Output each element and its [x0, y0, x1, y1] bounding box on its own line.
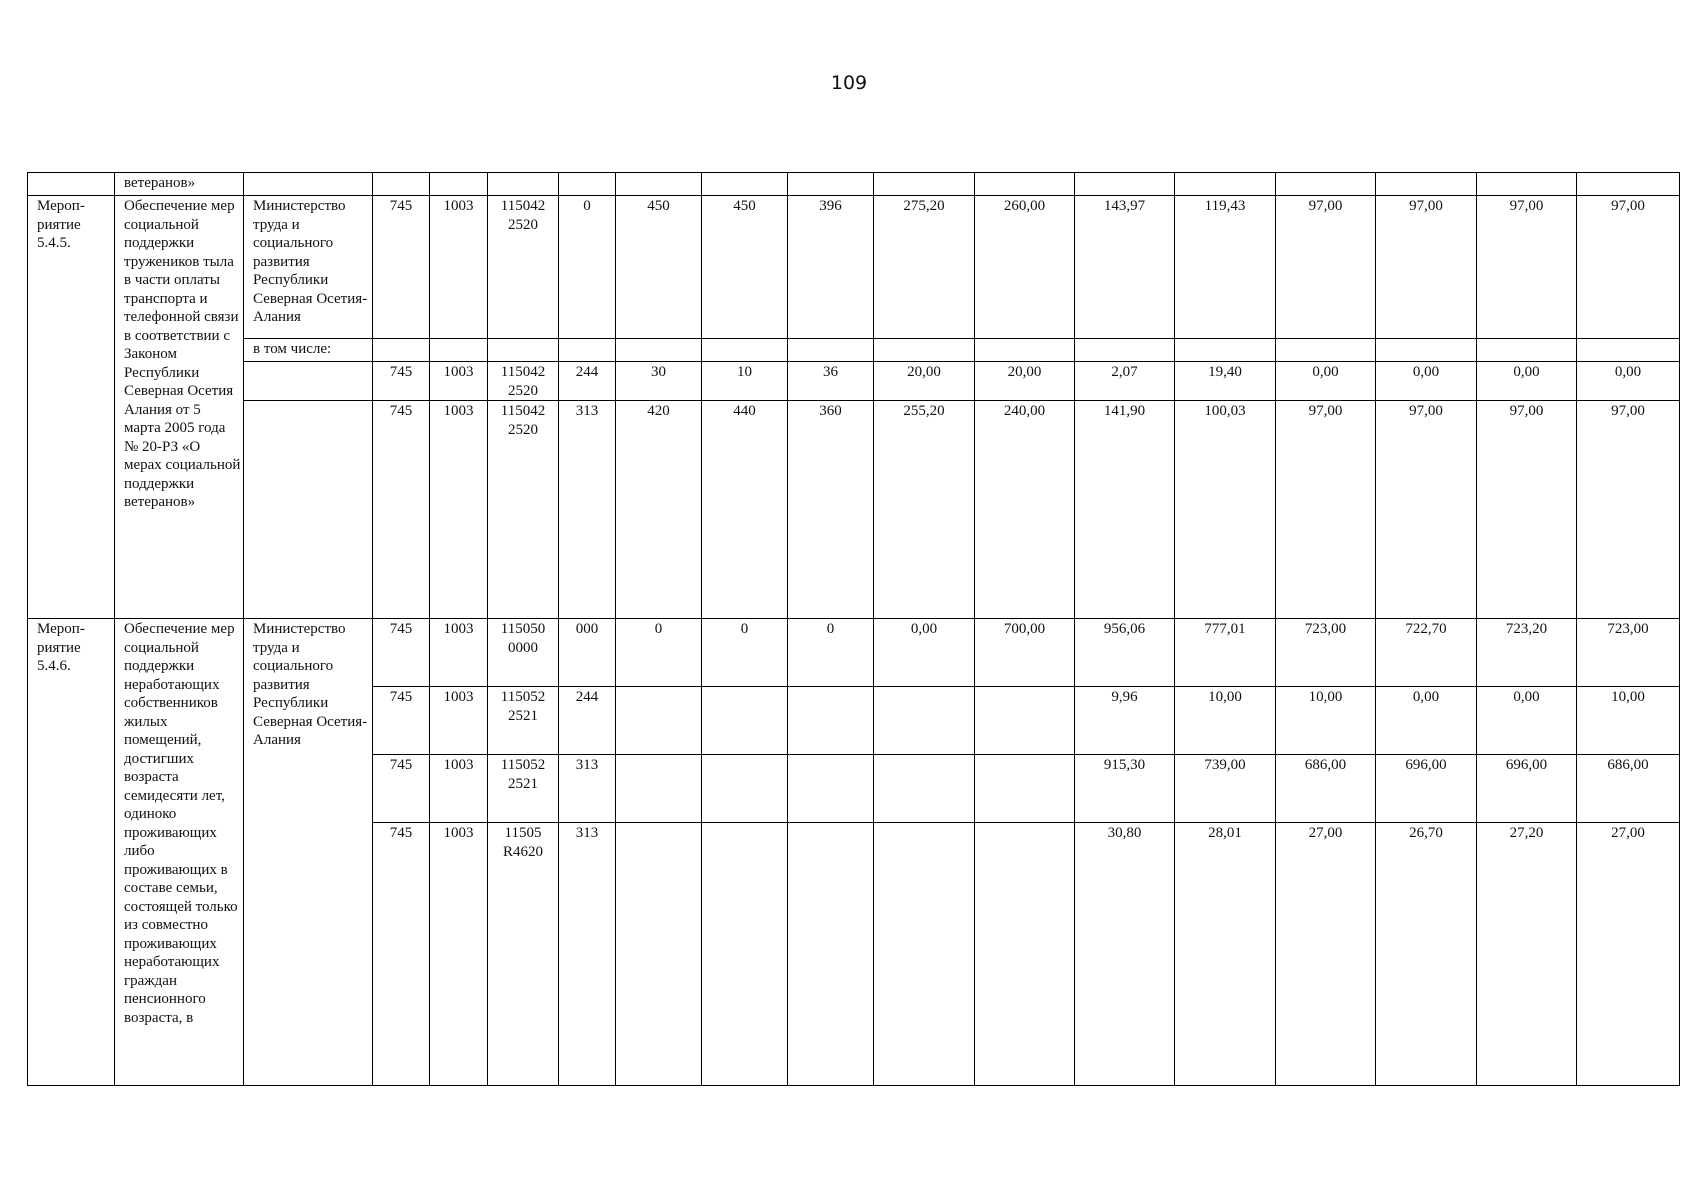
value-cell: 97,00 — [1376, 196, 1477, 339]
value-cell: 420 — [616, 401, 702, 619]
csr-cell: 115042 2520 — [488, 362, 559, 401]
grbs-cell: 745 — [373, 196, 430, 339]
table-cell — [1577, 339, 1680, 362]
value-cell: 739,00 — [1175, 755, 1276, 823]
value-cell: 0,00 — [1276, 362, 1376, 401]
value-cell: 723,00 — [1577, 619, 1680, 687]
table-cell — [788, 339, 874, 362]
value-cell: 27,20 — [1477, 823, 1577, 1086]
rzpr-cell: 1003 — [430, 362, 488, 401]
rzpr-cell: 1003 — [430, 619, 488, 687]
table-row — [28, 619, 1680, 687]
value-cell — [788, 755, 874, 823]
value-cell: 36 — [788, 362, 874, 401]
value-cell: 19,40 — [1175, 362, 1276, 401]
value-cell: 97,00 — [1276, 401, 1376, 619]
csr-cell: 115052 2521 — [488, 755, 559, 823]
rzpr-cell: 1003 — [430, 823, 488, 1086]
value-cell — [975, 755, 1075, 823]
vr-cell: 0 — [559, 196, 616, 339]
value-cell: 722,70 — [1376, 619, 1477, 687]
value-cell — [702, 755, 788, 823]
value-cell: 100,03 — [1175, 401, 1276, 619]
executor-cell: Министерство труда и социального развития Республики Северная Осетия-Алания — [244, 196, 373, 339]
value-cell — [616, 755, 702, 823]
activity-label-cell — [28, 173, 115, 196]
value-cell: 0,00 — [1577, 362, 1680, 401]
table-cell — [616, 339, 702, 362]
value-cell: 10 — [702, 362, 788, 401]
value-cell: 0,00 — [1376, 362, 1477, 401]
table-cell — [1276, 339, 1376, 362]
csr-cell: 115050 0000 — [488, 619, 559, 687]
value-cell: 141,90 — [1075, 401, 1175, 619]
table-cell — [1175, 173, 1276, 196]
table-cell — [616, 173, 702, 196]
value-cell: 777,01 — [1175, 619, 1276, 687]
table-cell — [1376, 339, 1477, 362]
value-cell: 28,01 — [1175, 823, 1276, 1086]
table-cell — [1276, 173, 1376, 196]
table-cell — [559, 339, 616, 362]
table-cell — [1376, 173, 1477, 196]
vr-cell: 313 — [559, 401, 616, 619]
value-cell: 723,20 — [1477, 619, 1577, 687]
table-cell — [874, 173, 975, 196]
grbs-cell: 745 — [373, 401, 430, 619]
csr-cell: 11505 R4620 — [488, 823, 559, 1086]
value-cell: 30,80 — [1075, 823, 1175, 1086]
activity-label-cell: Мероп- риятие 5.4.6. — [28, 619, 115, 1086]
value-cell — [616, 823, 702, 1086]
grbs-cell: 745 — [373, 823, 430, 1086]
value-cell: 686,00 — [1276, 755, 1376, 823]
value-cell — [788, 823, 874, 1086]
value-cell: 0 — [788, 619, 874, 687]
value-cell: 97,00 — [1376, 401, 1477, 619]
value-cell: 723,00 — [1276, 619, 1376, 687]
table-row — [28, 173, 1680, 196]
value-cell: 97,00 — [1577, 401, 1680, 619]
table-cell — [975, 339, 1075, 362]
executor-cell — [244, 362, 373, 401]
table-cell — [1175, 339, 1276, 362]
value-cell: 360 — [788, 401, 874, 619]
table-cell — [975, 173, 1075, 196]
value-cell — [702, 687, 788, 755]
value-cell — [975, 823, 1075, 1086]
table-cell — [1477, 173, 1577, 196]
value-cell: 10,00 — [1276, 687, 1376, 755]
value-cell: 956,06 — [1075, 619, 1175, 687]
value-cell: 260,00 — [975, 196, 1075, 339]
value-cell: 97,00 — [1577, 196, 1680, 339]
grbs-cell: 745 — [373, 687, 430, 755]
value-cell: 915,30 — [1075, 755, 1175, 823]
value-cell: 240,00 — [975, 401, 1075, 619]
table-cell — [1477, 339, 1577, 362]
value-cell: 0,00 — [874, 619, 975, 687]
value-cell: 97,00 — [1477, 196, 1577, 339]
activity-name-cell: Обеспечение мер социальной поддержки неработающих собственников жилых помещений, достигших возраста семидесяти лет, одиноко проживающих либо проживающих в составе семьи, состоящей только из совместно проживающих неработающих граждан пенсионного возраста, в — [115, 619, 244, 1086]
value-cell: 30 — [616, 362, 702, 401]
activity-label-cell: Мероп- риятие 5.4.5. — [28, 196, 115, 619]
value-cell: 2,07 — [1075, 362, 1175, 401]
rzpr-cell: 1003 — [430, 401, 488, 619]
table-cell — [702, 339, 788, 362]
including-label: в том числе: — [244, 339, 373, 362]
value-cell — [616, 687, 702, 755]
table-row — [28, 401, 1680, 619]
table-cell — [373, 339, 430, 362]
vr-cell: 313 — [559, 755, 616, 823]
vr-cell: 244 — [559, 687, 616, 755]
csr-cell: 115042 2520 — [488, 401, 559, 619]
table-cell — [488, 339, 559, 362]
value-cell: 119,43 — [1175, 196, 1276, 339]
table-row — [28, 196, 1680, 339]
csr-cell: 115052 2521 — [488, 687, 559, 755]
grbs-cell: 745 — [373, 619, 430, 687]
page-number: 109 — [830, 72, 868, 94]
activity-name-cell: Обеспечение мер социальной поддержки тружеников тыла в части оплаты транспорта и телефонной связи в соответствии с Законом Республики Северная Осетия Алания от 5 марта 2005 года № 20-РЗ «О мерах социальной поддержки ветеранов» — [115, 196, 244, 619]
value-cell: 0 — [616, 619, 702, 687]
value-cell: 27,00 — [1276, 823, 1376, 1086]
csr-cell: 115042 2520 — [488, 196, 559, 339]
activity-name-cell: ветеранов» — [115, 173, 244, 196]
table-cell — [1075, 339, 1175, 362]
value-cell — [874, 687, 975, 755]
value-cell — [975, 687, 1075, 755]
value-cell: 700,00 — [975, 619, 1075, 687]
value-cell: 0,00 — [1477, 687, 1577, 755]
value-cell: 27,00 — [1577, 823, 1680, 1086]
value-cell: 97,00 — [1276, 196, 1376, 339]
value-cell: 686,00 — [1577, 755, 1680, 823]
table-cell — [244, 173, 373, 196]
vr-cell: 244 — [559, 362, 616, 401]
grbs-cell: 745 — [373, 362, 430, 401]
value-cell: 696,00 — [1376, 755, 1477, 823]
executor-cell: Министерство труда и социального развития Республики Северная Осетия-Алания — [244, 619, 373, 1086]
value-cell: 20,00 — [975, 362, 1075, 401]
rzpr-cell: 1003 — [430, 687, 488, 755]
value-cell: 9,96 — [1075, 687, 1175, 755]
vr-cell: 000 — [559, 619, 616, 687]
budget-table — [27, 172, 1680, 1086]
table-cell — [373, 173, 430, 196]
value-cell: 10,00 — [1175, 687, 1276, 755]
value-cell: 26,70 — [1376, 823, 1477, 1086]
value-cell: 0,00 — [1477, 362, 1577, 401]
executor-cell — [244, 401, 373, 619]
grbs-cell: 745 — [373, 755, 430, 823]
table-cell — [430, 173, 488, 196]
table-cell — [702, 173, 788, 196]
value-cell: 696,00 — [1477, 755, 1577, 823]
value-cell — [702, 823, 788, 1086]
value-cell: 10,00 — [1577, 687, 1680, 755]
table-cell — [488, 173, 559, 196]
value-cell: 255,20 — [874, 401, 975, 619]
value-cell: 275,20 — [874, 196, 975, 339]
value-cell: 0,00 — [1376, 687, 1477, 755]
value-cell: 450 — [702, 196, 788, 339]
table-cell — [430, 339, 488, 362]
value-cell: 450 — [616, 196, 702, 339]
value-cell: 0 — [702, 619, 788, 687]
value-cell: 396 — [788, 196, 874, 339]
vr-cell: 313 — [559, 823, 616, 1086]
table-cell — [874, 339, 975, 362]
value-cell — [874, 755, 975, 823]
value-cell: 97,00 — [1477, 401, 1577, 619]
value-cell: 440 — [702, 401, 788, 619]
table-row — [28, 339, 1680, 362]
rzpr-cell: 1003 — [430, 196, 488, 339]
value-cell: 143,97 — [1075, 196, 1175, 339]
value-cell: 20,00 — [874, 362, 975, 401]
table-row — [28, 362, 1680, 401]
table-cell — [1577, 173, 1680, 196]
value-cell — [874, 823, 975, 1086]
table-cell — [559, 173, 616, 196]
rzpr-cell: 1003 — [430, 755, 488, 823]
table-cell — [1075, 173, 1175, 196]
table-cell — [788, 173, 874, 196]
value-cell — [788, 687, 874, 755]
